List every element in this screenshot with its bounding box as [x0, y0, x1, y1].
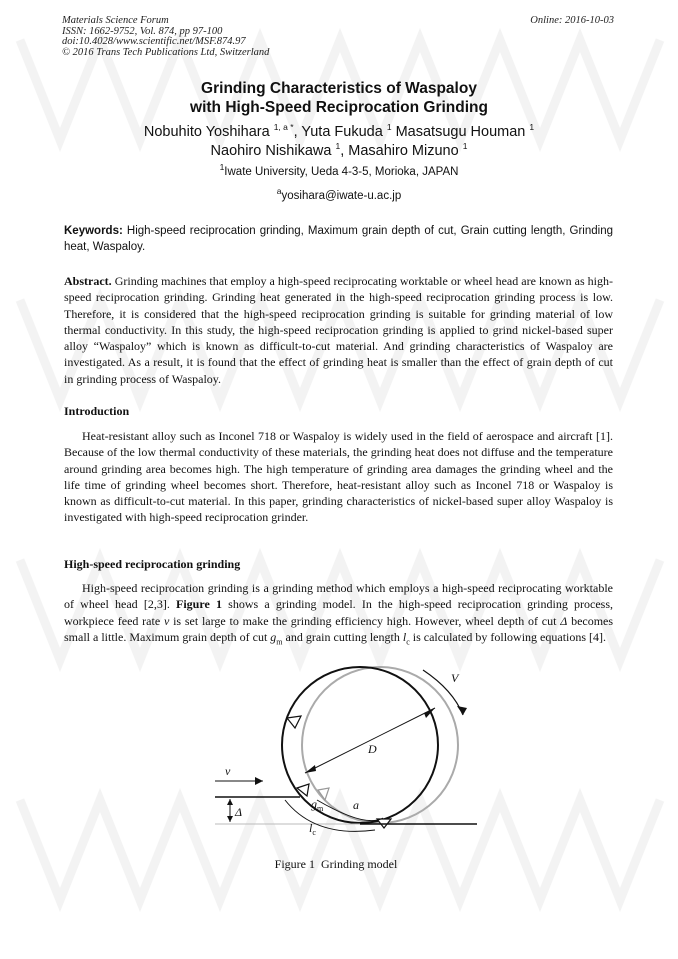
figure-1-reference[interactable]: Figure 1 [176, 597, 222, 612]
hsrg-text-1: High-speed reciprocation grinding is a grinding method which employs a high-speed reciprocating worktable of wheel head [2,3]. [64, 581, 613, 612]
introduction-paragraph: Heat-resistant alloy such as Inconel 718 or Waspaloy is widely used in the field of aerospace and aircraft [1]. Because of the low thermal conductivity of these materials, the grinding heat does not diffuse and the temperature around grinding area becomes high. The high temperature of grinding area damages the grinding wheel and the life time of grinding wheel becomes short. Therefore, heat-resistant alloy such as Inconel 718 or Waspaloy is known as difficult-to-cut material. In this paper, grinding characteristics of nickel-based super alloy Waspaloy is investigated with high-speed reciprocation grinder. [64, 429, 613, 525]
email-line [0, 186, 678, 202]
symbol-delta: Δ [560, 613, 568, 628]
email-sup: a [276, 186, 282, 197]
hsrg-text-4: becomes small a little. Maximum grain depth of cut [64, 613, 614, 644]
hsrg-paragraph [64, 580, 613, 651]
symbol-gm [270, 629, 283, 647]
abstract [64, 273, 613, 387]
journal-doi: doi:10.4028/www.scientific.net/MSF.874.97 [62, 36, 246, 47]
hsrg-text-5: and grain cutting length [285, 629, 400, 644]
keywords-text: High-speed reciprocation grinding, Maximum grain depth of cut, Grain cutting length, Grinding heat, Waspaloy. [64, 225, 613, 253]
label-V: V [451, 671, 459, 685]
symbol-l: l [402, 629, 407, 644]
label-l: l [309, 821, 313, 835]
depth-arrow-head-bottom [227, 816, 233, 822]
journal-copyright: © 2016 Trans Tech Publications Ltd, Switzerland [62, 46, 270, 58]
author-affil: 1 [386, 122, 392, 133]
abstract-text: Grinding machines that employ a high-speed reciprocating worktable or wheel head are known as high-speed reciprocation grinding. Grinding heat generated in the high-speed reciprocation grinding process is low. Therefore, it is considered that the high-speed reciprocation grinding is suitable for grinding material of low thermal conductivity. In this study, the high-speed reciprocation grinding is applied to grind nickel-based super alloy “Waspaloy” which is known as difficult-to-cut material. And grinding characteristics of Waspaloy are investigated. As a result, it is found that the effect of grinding heat is smaller than the effect of grain depth of cut in grinding process of Waspaloy. [64, 274, 614, 386]
depth-arrow-head-top [227, 799, 233, 805]
symbol-l-sub: c [406, 637, 410, 647]
author-name: Naohiro Nishikawa [210, 143, 332, 159]
author-affil: 1 [462, 141, 468, 152]
symbol-g: g [270, 629, 277, 644]
hsrg-text-2: shows a grinding model. In the high-speed reciprocation grinding process, workpiece feed rate [64, 597, 614, 628]
author-affil: 1 [335, 141, 341, 152]
hsrg-text-6: is calculated by following equations [4]. [412, 629, 607, 644]
author-line-2: Naohiro Nishikawa $^1$, Masahiro Mizuno $^1$ [210, 141, 468, 159]
section-heading-hsrg: High-speed reciprocation grinding [64, 557, 241, 571]
symbol-lc [402, 629, 410, 647]
author-name: Masahiro Mizuno [348, 143, 459, 159]
label-delta: Δ [235, 805, 243, 819]
author-affil: 1 [529, 122, 535, 133]
symbol-v: v [163, 613, 170, 628]
author-name: Masatsugu Houman [395, 124, 526, 140]
abstract-label: Abstract. [64, 274, 112, 288]
label-D: D [368, 742, 377, 756]
affiliation-sup: 1 [219, 162, 225, 173]
journal-issn: ISSN: 1662-9752, Vol. 874, pp 97-100 [62, 25, 223, 37]
caption-text: Grinding model [321, 857, 398, 871]
journal-header [62, 16, 269, 58]
keywords [64, 223, 613, 255]
keywords-label: Keywords: [64, 225, 123, 237]
label-gm [311, 797, 324, 813]
author-name: Nobuhito Yoshihara [143, 124, 270, 140]
label-g-sub: m [317, 804, 324, 813]
affiliation [0, 162, 678, 178]
online-date: Online: 2016-10-03 [530, 15, 614, 26]
author-line-1: Nobuhito Yoshihara $^{1, a *}$, Yuta Fukuda $^1$ Masatsugu Houman $^1$ [143, 122, 535, 140]
diameter-line [305, 708, 435, 773]
author-affil: 1, a * [273, 122, 294, 133]
figure-caption [0, 857, 678, 872]
feed-arrow-head [255, 777, 263, 785]
label-v: v [225, 764, 231, 778]
label-l-sub: c [312, 828, 316, 837]
hsrg-text-3: is set large to make the grinding efficiency high. However, wheel depth of cut [173, 613, 557, 628]
author-name: Yuta Fukuda [301, 124, 383, 140]
section-heading-introduction: Introduction [64, 404, 130, 418]
journal-name: Materials Science Forum [62, 15, 169, 26]
symbol-g-sub: m [276, 637, 283, 647]
label-a: a [353, 798, 359, 812]
caption-number: Figure 1 [274, 857, 315, 871]
grinding-model-figure [205, 660, 485, 850]
email-address[interactable]: yosihara@iwate-u.ac.jp [281, 190, 402, 202]
label-g: g [311, 797, 317, 811]
paper-title-line-1: Grinding Characteristics of Waspaloy [201, 80, 477, 97]
grain-triangle [287, 716, 301, 728]
paper-title-line-2: with High-Speed Reciprocation Grinding [190, 99, 488, 116]
affiliation-text: Iwate University, Ueda 4-3-5, Morioka, JAPAN [224, 166, 459, 178]
